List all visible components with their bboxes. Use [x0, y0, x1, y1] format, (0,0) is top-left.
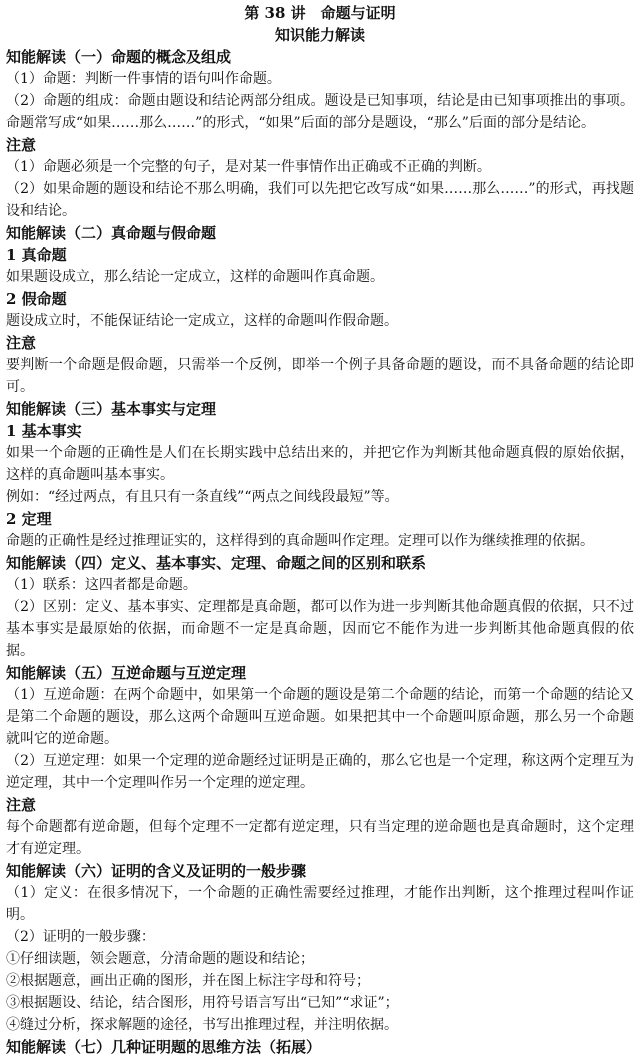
section-subtitle: 知识能力解读 — [274, 26, 365, 44]
section-1 — [6, 46, 634, 222]
section-heading: 知能解读（五）互逆命题与互逆定理 — [6, 664, 247, 682]
section-2 — [6, 222, 634, 398]
paragraph: 如果一个命题的正确性是人们在长期实践中总结出来的，并把它作为判断其他命题真假的原始依据，这样的真命题叫基本事实。 — [6, 445, 634, 483]
paragraph: （1）命题必须是一个完整的句子，是对某一件事情作出正确或不正确的判断。 — [6, 159, 491, 175]
paragraph: （2）区别：定义、基本事实、定理都是真命题，都可以作为进一步判断其他命题真假的依据，只不过基本事实是最原始的依据，而命题不一定是真命题，因而它不能作为进一步判断其他命题真假的依据。 — [6, 599, 634, 659]
section-6 — [6, 860, 634, 1036]
subheading: 1 真命题 — [6, 246, 67, 264]
paragraph: 每个命题都有逆命题，但每个定理不一定都有逆定理，只有当定理的逆命题也是真命题时，这个定理才有逆定理。 — [6, 819, 634, 857]
section-7 — [6, 1036, 634, 1058]
subheading: 2 定理 — [6, 510, 52, 528]
paragraph: 要判断一个命题是假命题，只需举一个反例，即举一个例子具备命题的题设，而不具备命题的结论即可。 — [6, 357, 634, 395]
note-label: 注意 — [6, 136, 37, 154]
paragraph: 题设成立时，不能保证结论一定成立，这样的命题叫作假命题。 — [6, 313, 398, 329]
paragraph: （1）互逆命题：在两个命题中，如果第一个命题的题设是第二个命题的结论，而第一个命题的结论又是第二个命题的题设，那么这两个命题叫互逆命题。如果把其中一个命题叫原命题，那么另一个命题就叫它的逆命题。 — [6, 687, 634, 747]
paragraph: 命题的正确性是经过推理证实的，这样得到的真命题叫作定理。定理可以作为继续推理的依据。 — [6, 533, 594, 549]
section-heading: 知能解读（四）定义、基本事实、定理、命题之间的区别和联系 — [6, 554, 427, 572]
paragraph: （1）定义：在很多情况下，一个命题的正确性需要经过推理，才能作出判断，这个推理过程叫作证明。 — [6, 885, 634, 923]
paragraph: （2）证明的一般步骤： — [6, 929, 155, 945]
section-5 — [6, 662, 634, 860]
section-4 — [6, 552, 634, 662]
note-label: 注意 — [6, 334, 37, 352]
paragraph: 例如：“经过两点，有且只有一条直线”“两点之间线段最短”等。 — [6, 489, 399, 505]
section-heading: 知能解读（六）证明的含义及证明的一般步骤 — [6, 862, 307, 880]
section-heading: 知能解读（二）真命题与假命题 — [6, 224, 217, 242]
paragraph: （2）互逆定理：如果一个定理的逆命题经过证明是正确的，那么它也是一个定理，称这两个定理互为逆定理，其中一个定理叫作另一个定理的逆定理。 — [6, 753, 634, 791]
section-heading: 知能解读（七）几种证明题的思维方法（拓展） — [6, 1038, 322, 1056]
note-label: 注意 — [6, 796, 37, 814]
paragraph: （1）命题：判断一件事情的语句叫作命题。 — [6, 71, 281, 87]
paragraph: 如果题设成立，那么结论一定成立，这样的命题叫作真命题。 — [6, 269, 384, 285]
lecture-title: 第 38 讲 命题与证明 — [244, 4, 396, 22]
paragraph: （2）命题的组成：命题由题设和结论两部分组成。题设是已知事项，结论是由已知事项推出的事项。命题常写成“如果……那么……”的形式，“如果”后面的部分是题设，“那么”后面的部分是结论。 — [6, 93, 634, 131]
section-heading: 知能解读（三）基本事实与定理 — [6, 400, 217, 418]
section-heading: 知能解读（一）命题的概念及组成 — [6, 48, 232, 66]
step-item: ①仔细读题，领会题意，分清命题的题设和结论； — [6, 951, 314, 967]
subheading: 2 假命题 — [6, 290, 67, 308]
paragraph: （1）联系：这四者都是命题。 — [6, 577, 197, 593]
section-3 — [6, 398, 634, 552]
paragraph: （2）如果命题的题设和结论不那么明确，我们可以先把它改写成“如果……那么……”的形式，再找题设和结论。 — [6, 181, 634, 219]
subheading: 1 基本事实 — [6, 422, 82, 440]
step-item: ②根据题意，画出正确的图形，并在图上标注字母和符号； — [6, 973, 370, 989]
step-item: ③根据题设、结论，结合图形，用符号语言写出“已知”“求证”； — [6, 995, 399, 1011]
step-item: ④缝过分析，探求解题的途径，书写出推理过程，并注明依据。 — [6, 1017, 398, 1033]
